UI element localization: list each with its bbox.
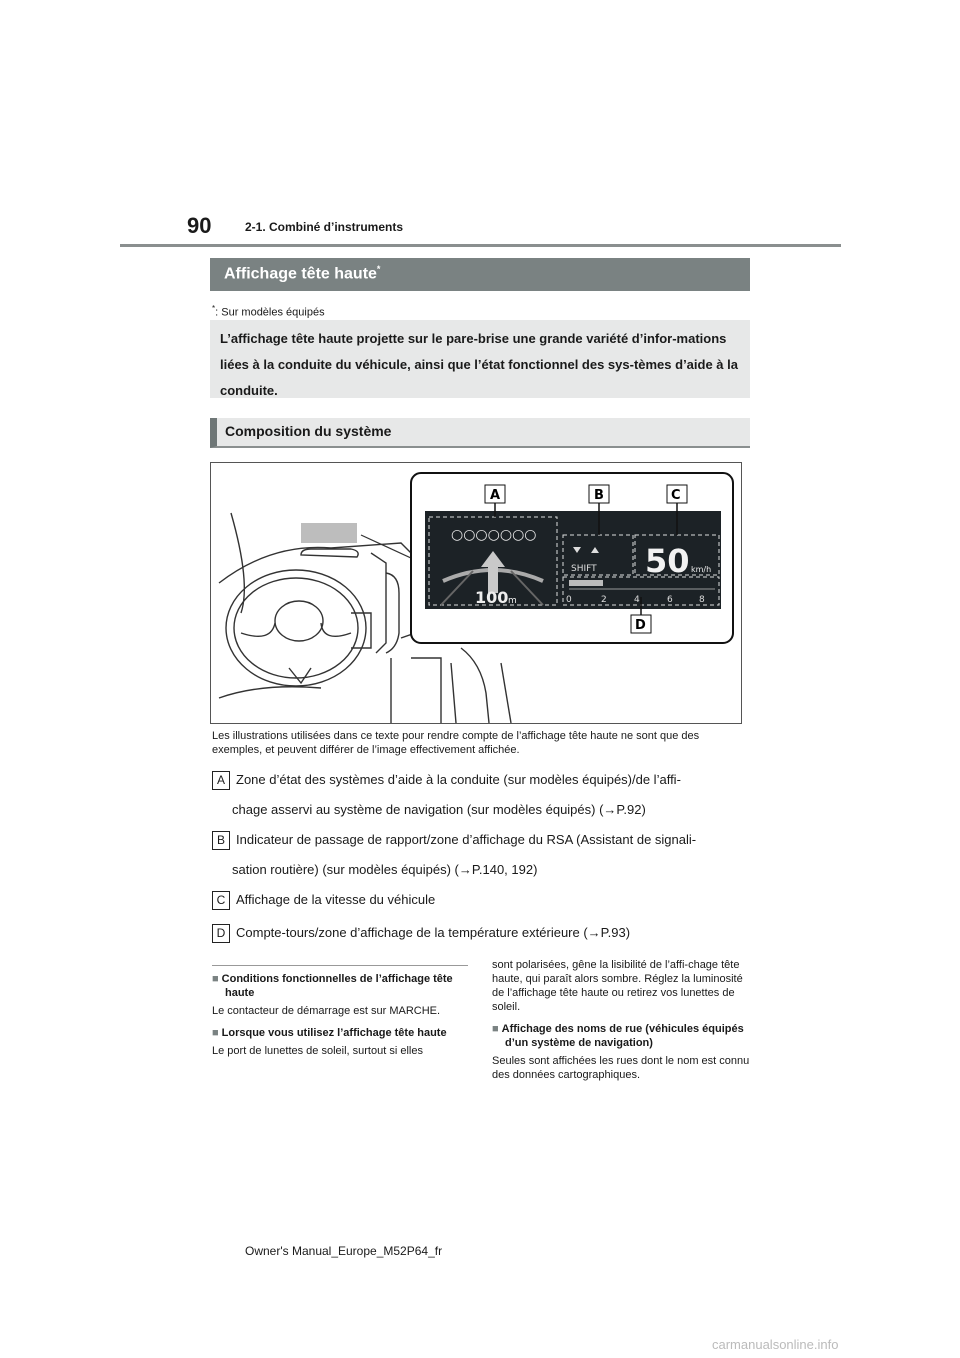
- footer-text: Owner's Manual_Europe_M52P64_fr: [245, 1244, 443, 1258]
- watermark: carmanualsonline.info: [712, 1337, 839, 1352]
- legend-text: Indicateur de passage de rapport/zone d’affichage du RSA (Assistant de signali-: [236, 832, 697, 847]
- tach-tick-0: 0: [566, 595, 572, 605]
- left-heading-1: ■ Conditions fonctionnelles de l’affichage tête haute: [212, 972, 468, 1000]
- left-column: [212, 972, 468, 1058]
- legend-badge-d: D: [212, 924, 230, 943]
- nav-distance: 100: [475, 588, 509, 607]
- subsection-title: Composition du système: [210, 418, 750, 448]
- left-paragraph-1: Le contacteur de démarrage est sur MARCHE.: [212, 1005, 441, 1017]
- speed-unit: km/h: [691, 565, 712, 574]
- section-title-text: Affichage tête haute: [224, 265, 377, 283]
- section-title: [210, 258, 750, 291]
- label-c: C: [671, 488, 681, 503]
- legend-text-cont: sation routière) (sur modèles équipés) (→P.140, 192): [232, 862, 538, 877]
- legend-item-d: [212, 918, 752, 948]
- label-d: D: [635, 618, 646, 633]
- legend-text: Zone d’état des systèmes d’aide à la conduite (sur modèles équipés)/de l’affi-: [236, 772, 681, 787]
- legend-item-c: [212, 885, 752, 915]
- right-paragraph-1: sont polarisées, gêne la lisibilité de l’affi-chage tête haute, qui paraît alors sombre. Réglez la luminosité de l’affichage tête haute ou retirez vos lunettes de soleil.: [492, 959, 743, 1013]
- left-paragraph-2: Le port de lunettes de soleil, surtout si elles: [212, 1045, 423, 1057]
- hud-illustration: [211, 463, 741, 723]
- legend-badge-b: B: [212, 831, 230, 850]
- chapter-title: 2-1. Combiné d’instruments: [245, 220, 404, 234]
- legend-item-a: [212, 765, 752, 825]
- footnote: [212, 304, 325, 319]
- callout-lines: [361, 535, 416, 558]
- tach-tick-2: 2: [601, 595, 607, 605]
- legend-item-b: [212, 825, 752, 885]
- header-rule: [120, 244, 841, 247]
- footnote-marker: *: [212, 304, 216, 313]
- legend-badge-c: C: [212, 891, 230, 910]
- hud-figure: [210, 462, 742, 724]
- tach-bar: [569, 580, 603, 586]
- assist-circles: ○○○○○○○: [451, 527, 537, 543]
- footnote-text: : Sur modèles équipés: [215, 306, 325, 319]
- tach-tick-6: 6: [667, 595, 673, 605]
- page-number: 90: [187, 213, 212, 238]
- left-heading-2: ■ Lorsque vous utilisez l’affichage tête haute: [212, 1026, 468, 1040]
- right-paragraph-2: Seules sont affichées les rues dont le nom est connu des données cartographiques.: [492, 1055, 750, 1081]
- tach-tick-8: 8: [699, 595, 705, 605]
- legend-badge-a: A: [212, 771, 230, 790]
- nav-distance-unit: m: [508, 596, 517, 606]
- figure-caption: Les illustrations utilisées dans ce texte pour rendre compte de l’affichage tête haute ne sont que des exemples, et peuvent différer de l’image effectivement affichée.: [212, 730, 700, 756]
- label-a: A: [490, 488, 501, 503]
- legend-text-cont: chage asservi au système de navigation (sur modèles équipés) (→P.92): [232, 802, 646, 817]
- legend-text: Affichage de la vitesse du véhicule: [236, 892, 436, 907]
- legend-text: Compte-tours/zone d’affichage de la température extérieure (→P.93): [236, 925, 631, 940]
- right-column: [492, 958, 750, 1082]
- speed-value: 50: [645, 542, 690, 580]
- column-rule: [212, 965, 468, 966]
- right-heading-1: ■ Affichage des noms de rue (véhicules équipés d’un système de navigation): [492, 1022, 750, 1050]
- shift-label: SHIFT: [571, 564, 597, 574]
- tach-tick-4: 4: [634, 595, 640, 605]
- label-b: B: [594, 488, 604, 503]
- section-title-marker: *: [376, 264, 381, 274]
- intro-box: L’affichage tête haute projette sur le pare-brise une grande variété d’infor-mations liées à la conduite du véhicule, ainsi que l’état fonctionnel des sys-tèmes d’aide à la conduite.: [210, 320, 750, 398]
